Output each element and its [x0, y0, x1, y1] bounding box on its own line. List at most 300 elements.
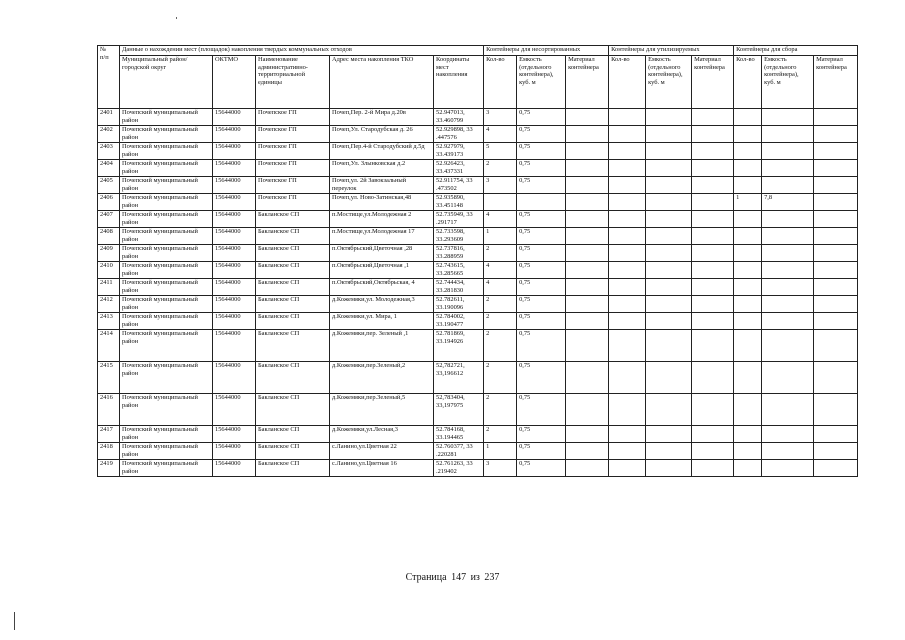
cell-capacity: 0,75: [517, 177, 566, 194]
cell-material-recyclable: [692, 143, 734, 160]
waste-sites-table: [97, 45, 858, 477]
cell-material-collection: [814, 262, 858, 279]
footer-of-word: из: [470, 572, 480, 583]
cell-admin-unit: Бакланское СП: [256, 460, 330, 477]
header-capacity-recyclable: Емкость (отдельного контейнера), куб. м: [646, 56, 692, 109]
cell-qty-collection: [734, 177, 762, 194]
header-qty: Кол-во: [484, 56, 517, 109]
cell-address: Почеп,Пер.4-й Стародубский д.5д: [330, 143, 434, 160]
cell-capacity-collection: [762, 279, 814, 296]
cell-admin-unit: Бакланское СП: [256, 443, 330, 460]
cell-material-recyclable: [692, 194, 734, 211]
cell-oktmo: 15644000: [213, 296, 256, 313]
footer-page-number: 147: [451, 572, 467, 583]
cell-district: Почепский муниципальный район: [120, 313, 213, 330]
cell-num: 2417: [98, 426, 120, 443]
table-row: [98, 362, 858, 394]
cell-qty-collection: 1: [734, 194, 762, 211]
cell-capacity: 0,75: [517, 296, 566, 313]
cell-address: с.Ланино,ул.Цветная 16: [330, 460, 434, 477]
cell-qty: 2: [484, 313, 517, 330]
cell-capacity-recyclable: [646, 279, 692, 296]
cell-material-recyclable: [692, 126, 734, 143]
cell-material: [566, 362, 609, 394]
footer-total-pages: 237: [484, 572, 500, 583]
cell-material: [566, 177, 609, 194]
table-row: [98, 460, 858, 477]
cell-num: 2411: [98, 279, 120, 296]
cell-coords: 52.782611, 33.190096: [434, 296, 484, 313]
cell-qty: 5: [484, 143, 517, 160]
cell-material-recyclable: [692, 160, 734, 177]
cell-qty-collection: [734, 296, 762, 313]
cell-material-collection: [814, 460, 858, 477]
cell-coords: 52.929898, 33 .447576: [434, 126, 484, 143]
cell-coords: 52.935890, 33.451148: [434, 194, 484, 211]
cell-capacity-recyclable: [646, 362, 692, 394]
cell-district: Почепский муниципальный район: [120, 460, 213, 477]
table-row: [98, 109, 858, 126]
cell-qty-collection: [734, 143, 762, 160]
table-row: [98, 296, 858, 313]
cell-admin-unit: Почепское ГП: [256, 126, 330, 143]
cell-qty-collection: [734, 394, 762, 426]
cell-qty-recyclable: [609, 143, 646, 160]
cell-capacity-collection: [762, 211, 814, 228]
cell-num: 2415: [98, 362, 120, 394]
cell-qty-collection: [734, 109, 762, 126]
cell-material: [566, 160, 609, 177]
cell-qty: 2: [484, 296, 517, 313]
cell-num: 2407: [98, 211, 120, 228]
cell-capacity-collection: [762, 126, 814, 143]
cell-capacity: 0,75: [517, 228, 566, 245]
cell-num: 2414: [98, 330, 120, 362]
cell-oktmo: 15644000: [213, 460, 256, 477]
cell-qty-collection: [734, 245, 762, 262]
cell-material-recyclable: [692, 362, 734, 394]
cell-material-collection: [814, 279, 858, 296]
cell-district: Почепский муниципальный район: [120, 262, 213, 279]
cell-oktmo: 15644000: [213, 126, 256, 143]
cell-oktmo: 15644000: [213, 245, 256, 262]
cell-qty: 3: [484, 460, 517, 477]
cell-capacity: 0,75: [517, 109, 566, 126]
cell-address: Почеп,ул. 2й Завокзальный переулок: [330, 177, 434, 194]
cell-coords: 52.781869, 33.194926: [434, 330, 484, 362]
cell-material-recyclable: [692, 443, 734, 460]
cell-material: [566, 313, 609, 330]
cell-capacity-collection: [762, 394, 814, 426]
cell-capacity-recyclable: [646, 228, 692, 245]
cell-capacity: 0,75: [517, 394, 566, 426]
cell-qty: 1: [484, 228, 517, 245]
cell-material: [566, 194, 609, 211]
cell-material-collection: [814, 426, 858, 443]
cell-material: [566, 245, 609, 262]
cell-district: Почепский муниципальный район: [120, 177, 213, 194]
cell-qty: 2: [484, 426, 517, 443]
cell-material: [566, 460, 609, 477]
table-row: [98, 330, 858, 362]
cell-address: п.Октябрьский,Цветочная ,28: [330, 245, 434, 262]
cell-coords: 52.911754, 33 .473502: [434, 177, 484, 194]
cell-district: Почепский муниципальный район: [120, 362, 213, 394]
cell-address: Почеп,Ул. Злынковская д.2: [330, 160, 434, 177]
table-row: [98, 394, 858, 426]
cell-oktmo: 15644000: [213, 330, 256, 362]
cell-qty-collection: [734, 279, 762, 296]
cell-oktmo: 15644000: [213, 262, 256, 279]
cell-material-collection: [814, 245, 858, 262]
header-admin-unit: Наименование административно-территориальной единицы: [256, 56, 330, 109]
cell-material: [566, 211, 609, 228]
cell-capacity: 0,75: [517, 126, 566, 143]
scan-edge: [14, 612, 15, 630]
cell-qty: 2: [484, 160, 517, 177]
cell-qty: 1: [484, 443, 517, 460]
cell-material-recyclable: [692, 177, 734, 194]
cell-capacity-collection: [762, 160, 814, 177]
cell-material-recyclable: [692, 228, 734, 245]
cell-capacity: 0,75: [517, 426, 566, 443]
cell-oktmo: 15644000: [213, 109, 256, 126]
cell-capacity-recyclable: [646, 313, 692, 330]
table-row: [98, 245, 858, 262]
cell-address: Почеп,ул. Ново-Затинская,48: [330, 194, 434, 211]
cell-address: п.Октябрьский,Цветочная ,1: [330, 262, 434, 279]
cell-num: 2412: [98, 296, 120, 313]
cell-qty-recyclable: [609, 279, 646, 296]
cell-material-collection: [814, 194, 858, 211]
cell-capacity-recyclable: [646, 177, 692, 194]
table-row: [98, 126, 858, 143]
cell-qty: 4: [484, 126, 517, 143]
cell-capacity-recyclable: [646, 245, 692, 262]
cell-coords: 52.947013, 33.460799: [434, 109, 484, 126]
cell-qty-recyclable: [609, 109, 646, 126]
cell-material-collection: [814, 330, 858, 362]
table-row: [98, 426, 858, 443]
cell-qty-recyclable: [609, 160, 646, 177]
cell-num: 2402: [98, 126, 120, 143]
table-row: [98, 443, 858, 460]
cell-num: 2410: [98, 262, 120, 279]
header-material-collection: Материал контейнера: [814, 56, 858, 109]
cell-admin-unit: Бакланское СП: [256, 330, 330, 362]
cell-material: [566, 330, 609, 362]
cell-coords: 52.744434, 33.281830: [434, 279, 484, 296]
cell-coords: 52.760377, 33 .220281: [434, 443, 484, 460]
cell-capacity-recyclable: [646, 262, 692, 279]
cell-qty-recyclable: [609, 460, 646, 477]
header-oktmo: ОКТМО: [213, 56, 256, 109]
cell-qty-recyclable: [609, 126, 646, 143]
cell-address: д.Кожемяки,ул.Лесная,3: [330, 426, 434, 443]
header-unsorted-group: Контейнеры для несортированных: [484, 46, 609, 56]
table-row: [98, 313, 858, 330]
header-coords: Координаты мест накопления: [434, 56, 484, 109]
table-row: [98, 160, 858, 177]
cell-qty-recyclable: [609, 211, 646, 228]
header-material-recyclable: Материал контейнера: [692, 56, 734, 109]
cell-qty-collection: [734, 313, 762, 330]
cell-num: 2404: [98, 160, 120, 177]
cell-qty: 3: [484, 109, 517, 126]
cell-district: Почепский муниципальный район: [120, 143, 213, 160]
cell-capacity-recyclable: [646, 330, 692, 362]
cell-capacity-recyclable: [646, 394, 692, 426]
cell-qty: 4: [484, 211, 517, 228]
cell-oktmo: 15644000: [213, 177, 256, 194]
cell-qty-collection: [734, 160, 762, 177]
cell-qty: 2: [484, 394, 517, 426]
header-qty-collection: Кол-во: [734, 56, 762, 109]
cell-capacity: 0,75: [517, 279, 566, 296]
cell-num: 2416: [98, 394, 120, 426]
cell-material: [566, 109, 609, 126]
header-material: Материал контейнера: [566, 56, 609, 109]
cell-material-collection: [814, 228, 858, 245]
cell-num: 2405: [98, 177, 120, 194]
cell-address: д.Кожемяки,ул. Мира, 1: [330, 313, 434, 330]
cell-admin-unit: Бакланское СП: [256, 394, 330, 426]
cell-district: Почепский муниципальный район: [120, 245, 213, 262]
cell-capacity-collection: [762, 245, 814, 262]
cell-qty-recyclable: [609, 296, 646, 313]
header-collection-group: Контейнеры для сбора: [734, 46, 858, 56]
cell-district: Почепский муниципальный район: [120, 330, 213, 362]
cell-qty: 2: [484, 245, 517, 262]
cell-district: Почепский муниципальный район: [120, 194, 213, 211]
cell-coords: 52,782721, 33,196612: [434, 362, 484, 394]
cell-capacity-recyclable: [646, 126, 692, 143]
cell-capacity: 0,75: [517, 362, 566, 394]
cell-admin-unit: Бакланское СП: [256, 245, 330, 262]
cell-oktmo: 15644000: [213, 211, 256, 228]
cell-admin-unit: Почепское ГП: [256, 194, 330, 211]
cell-material-collection: [814, 160, 858, 177]
header-capacity-collection: Емкость (отдельного контейнера), куб. м: [762, 56, 814, 109]
cell-qty-collection: [734, 330, 762, 362]
cell-coords: 52.761263, 33 .219402: [434, 460, 484, 477]
table-header: [98, 46, 858, 109]
cell-coords: 52.737816, 33.288959: [434, 245, 484, 262]
cell-material-recyclable: [692, 211, 734, 228]
cell-material-collection: [814, 394, 858, 426]
cell-qty-recyclable: [609, 443, 646, 460]
scan-mark: [176, 17, 177, 19]
cell-oktmo: 15644000: [213, 160, 256, 177]
table-row: [98, 211, 858, 228]
cell-material-recyclable: [692, 394, 734, 426]
cell-address: д.Кожемяки,пер.Зеленый,5: [330, 394, 434, 426]
cell-capacity-collection: [762, 177, 814, 194]
cell-material-recyclable: [692, 426, 734, 443]
cell-qty-collection: [734, 426, 762, 443]
cell-qty-collection: [734, 262, 762, 279]
cell-admin-unit: Бакланское СП: [256, 228, 330, 245]
cell-address: п.Мостище,ул.Молодежная 17: [330, 228, 434, 245]
cell-admin-unit: Бакланское СП: [256, 262, 330, 279]
cell-capacity: 0,75: [517, 330, 566, 362]
cell-qty-recyclable: [609, 394, 646, 426]
cell-qty-collection: [734, 443, 762, 460]
cell-admin-unit: Бакланское СП: [256, 211, 330, 228]
cell-coords: 52.733598, 33.293609: [434, 228, 484, 245]
cell-qty: 3: [484, 177, 517, 194]
cell-material-recyclable: [692, 245, 734, 262]
cell-address: с.Ланино,ул.Цветная 22: [330, 443, 434, 460]
cell-capacity-recyclable: [646, 109, 692, 126]
header-district: Муниципальный район/городской округ: [120, 56, 213, 109]
cell-oktmo: 15644000: [213, 313, 256, 330]
header-address: Адрес места накопления ТКО: [330, 56, 434, 109]
cell-district: Почепский муниципальный район: [120, 126, 213, 143]
cell-qty-recyclable: [609, 228, 646, 245]
table-row: [98, 143, 858, 160]
cell-address: Почеп,Ул. Стародубская д. 26: [330, 126, 434, 143]
header-capacity: Емкость (отдельного контейнера), куб. м: [517, 56, 566, 109]
cell-capacity-recyclable: [646, 426, 692, 443]
cell-num: 2418: [98, 443, 120, 460]
cell-num: 2401: [98, 109, 120, 126]
cell-num: 2406: [98, 194, 120, 211]
cell-material: [566, 426, 609, 443]
cell-qty-recyclable: [609, 245, 646, 262]
cell-capacity-collection: [762, 262, 814, 279]
cell-capacity-recyclable: [646, 143, 692, 160]
table-row: [98, 177, 858, 194]
cell-capacity-collection: 7,8: [762, 194, 814, 211]
cell-material-recyclable: [692, 109, 734, 126]
page-footer: [0, 572, 905, 583]
cell-admin-unit: Почепское ГП: [256, 143, 330, 160]
cell-address: Почеп,Пер. 2-й Мира д.20в: [330, 109, 434, 126]
cell-qty-collection: [734, 362, 762, 394]
cell-capacity: 0,75: [517, 313, 566, 330]
cell-oktmo: 15644000: [213, 426, 256, 443]
cell-capacity-collection: [762, 109, 814, 126]
cell-address: д.Кожемяки,ул. Молодежная,3: [330, 296, 434, 313]
cell-coords: 52.927979, 33.439173: [434, 143, 484, 160]
cell-admin-unit: Почепское ГП: [256, 160, 330, 177]
cell-qty-collection: [734, 126, 762, 143]
table-body: [98, 109, 858, 477]
cell-coords: 52,783404, 33,197975: [434, 394, 484, 426]
cell-qty-collection: [734, 460, 762, 477]
cell-capacity-collection: [762, 443, 814, 460]
cell-num: 2409: [98, 245, 120, 262]
registry-sheet: [97, 45, 857, 477]
cell-capacity: 0,75: [517, 443, 566, 460]
cell-district: Почепский муниципальный район: [120, 279, 213, 296]
cell-material-collection: [814, 177, 858, 194]
cell-material: [566, 296, 609, 313]
cell-material-collection: [814, 296, 858, 313]
cell-qty: 4: [484, 279, 517, 296]
cell-coords: 52.784002, 33.190477: [434, 313, 484, 330]
cell-capacity-recyclable: [646, 443, 692, 460]
cell-capacity: 0,75: [517, 460, 566, 477]
cell-oktmo: 15644000: [213, 228, 256, 245]
cell-capacity-collection: [762, 313, 814, 330]
cell-district: Почепский муниципальный район: [120, 228, 213, 245]
cell-district: Почепский муниципальный район: [120, 160, 213, 177]
cell-qty: 2: [484, 330, 517, 362]
cell-admin-unit: Бакланское СП: [256, 362, 330, 394]
cell-coords: 52.926423, 33.437331: [434, 160, 484, 177]
cell-material-collection: [814, 211, 858, 228]
header-qty-recyclable: Кол-во: [609, 56, 646, 109]
cell-admin-unit: Бакланское СП: [256, 313, 330, 330]
cell-address: п.Октябрьский,Октябрьская, 4: [330, 279, 434, 296]
cell-capacity: [517, 194, 566, 211]
cell-material-recyclable: [692, 460, 734, 477]
cell-material: [566, 228, 609, 245]
cell-capacity-collection: [762, 362, 814, 394]
cell-capacity-recyclable: [646, 296, 692, 313]
cell-district: Почепский муниципальный район: [120, 296, 213, 313]
cell-oktmo: 15644000: [213, 362, 256, 394]
cell-capacity: 0,75: [517, 245, 566, 262]
cell-qty-recyclable: [609, 362, 646, 394]
cell-qty: 2: [484, 362, 517, 394]
cell-district: Почепский муниципальный район: [120, 109, 213, 126]
cell-material: [566, 443, 609, 460]
cell-qty-collection: [734, 211, 762, 228]
cell-material: [566, 143, 609, 160]
header-num: № п/п: [98, 46, 120, 109]
cell-material: [566, 394, 609, 426]
cell-address: д.Кожемяки,пер.Зеленый,2: [330, 362, 434, 394]
cell-qty: 4: [484, 262, 517, 279]
cell-admin-unit: Почепское ГП: [256, 177, 330, 194]
cell-district: Почепский муниципальный район: [120, 443, 213, 460]
cell-material-recyclable: [692, 279, 734, 296]
footer-page-word: Страница: [405, 572, 447, 583]
cell-oktmo: 15644000: [213, 194, 256, 211]
cell-district: Почепский муниципальный район: [120, 211, 213, 228]
cell-material-collection: [814, 126, 858, 143]
cell-qty: [484, 194, 517, 211]
cell-oktmo: 15644000: [213, 279, 256, 296]
cell-capacity: 0,75: [517, 143, 566, 160]
cell-capacity-collection: [762, 228, 814, 245]
cell-material: [566, 279, 609, 296]
cell-admin-unit: Почепское ГП: [256, 109, 330, 126]
header-recyclable-group: Контейнеры для утилизируемых: [609, 46, 734, 56]
cell-material: [566, 262, 609, 279]
header-location-group: Данные о нахождении мест (площадок) накопления твердых коммунальных отходов: [120, 46, 484, 56]
cell-qty-recyclable: [609, 177, 646, 194]
table-row: [98, 194, 858, 211]
cell-coords: 52.784168, 33.194465: [434, 426, 484, 443]
cell-material-collection: [814, 443, 858, 460]
cell-material-collection: [814, 143, 858, 160]
cell-capacity: 0,75: [517, 211, 566, 228]
cell-admin-unit: Бакланское СП: [256, 426, 330, 443]
cell-coords: 52.735949, 33 .291717: [434, 211, 484, 228]
cell-qty-recyclable: [609, 426, 646, 443]
cell-material-recyclable: [692, 313, 734, 330]
cell-capacity-recyclable: [646, 160, 692, 177]
cell-material: [566, 126, 609, 143]
cell-num: 2403: [98, 143, 120, 160]
cell-capacity-collection: [762, 426, 814, 443]
cell-oktmo: 15644000: [213, 143, 256, 160]
cell-num: 2419: [98, 460, 120, 477]
